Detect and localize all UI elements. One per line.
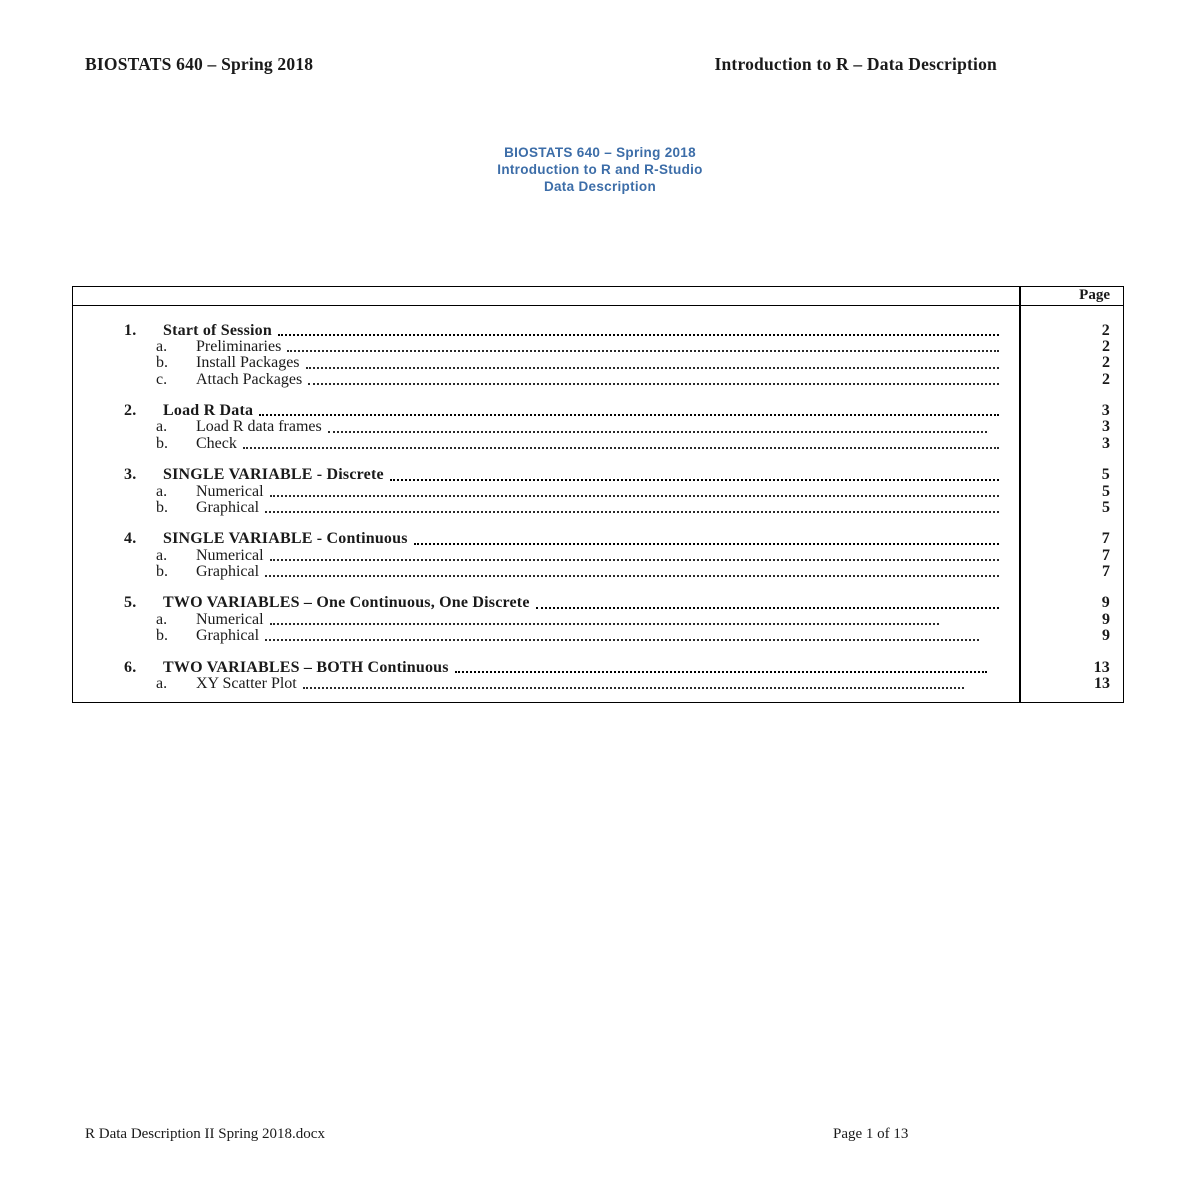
item-label: Numerical xyxy=(196,482,264,500)
section-title: Load R Data xyxy=(163,402,254,420)
dot-leader xyxy=(265,500,999,516)
item-label: XY Scatter Plot xyxy=(196,674,297,692)
dot-leader xyxy=(390,467,999,483)
toc-body xyxy=(73,306,1123,692)
toc-section-row xyxy=(73,403,1123,419)
item-letter: a. xyxy=(156,338,168,356)
section-spacer xyxy=(73,452,1123,468)
page-number: 7 xyxy=(1102,546,1110,564)
item-letter: a. xyxy=(156,482,168,500)
document-title-block xyxy=(0,145,1200,195)
toc-item-row xyxy=(73,355,1123,371)
page-number: 5 xyxy=(1101,466,1110,484)
toc-section-row xyxy=(73,595,1123,611)
item-label: Load R data frames xyxy=(196,418,322,436)
toc-section-row xyxy=(73,323,1123,339)
page-number: 2 xyxy=(1102,370,1110,388)
page-number: 3 xyxy=(1102,434,1110,452)
dot-leader xyxy=(308,372,999,388)
page-number: 9 xyxy=(1102,626,1110,644)
page-number: 7 xyxy=(1102,562,1110,580)
toc-header-row xyxy=(73,287,1123,306)
item-letter: a. xyxy=(156,546,168,564)
toc-item-row xyxy=(73,372,1123,388)
section-spacer xyxy=(73,580,1123,596)
doc-title-line-3: Data Description xyxy=(543,178,657,194)
section-spacer xyxy=(73,516,1123,532)
toc-section-row xyxy=(73,467,1123,483)
running-header xyxy=(85,54,997,75)
page-number: 2 xyxy=(1102,354,1110,372)
dot-leader xyxy=(306,355,999,371)
page-number: 7 xyxy=(1101,530,1110,548)
header-right-text: Introduction to R – Data Description xyxy=(714,54,997,74)
section-number: 4. xyxy=(124,530,137,548)
footer-page-indicator: Page 1 of 13 xyxy=(833,1126,909,1142)
dot-leader xyxy=(328,419,987,435)
page-number: 3 xyxy=(1102,418,1110,436)
dot-leader xyxy=(278,323,999,339)
dot-leader xyxy=(303,676,964,692)
item-letter: a. xyxy=(156,418,168,436)
item-label: Install Packages xyxy=(196,354,300,372)
item-letter: b. xyxy=(156,498,168,516)
toc-item-row xyxy=(73,628,1123,644)
doc-title-line-1: BIOSTATS 640 – Spring 2018 xyxy=(504,145,696,160)
item-letter: b. xyxy=(156,434,168,452)
section-title: TWO VARIABLES – One Continuous, One Discrete xyxy=(163,594,530,612)
item-label: Numerical xyxy=(196,546,264,564)
doc-title-line-2: Introduction to R and R-Studio xyxy=(497,161,703,177)
item-letter: b. xyxy=(156,562,168,580)
dot-leader xyxy=(270,548,999,564)
page-number: 2 xyxy=(1101,322,1110,339)
toc-item-row xyxy=(73,564,1123,580)
toc-item-row xyxy=(73,339,1123,355)
section-title: SINGLE VARIABLE - Discrete xyxy=(163,466,384,484)
dot-leader xyxy=(414,531,999,547)
dot-leader xyxy=(265,628,979,644)
dot-leader xyxy=(259,403,999,419)
item-letter: a. xyxy=(156,610,168,628)
toc-section-row xyxy=(73,660,1123,676)
section-number: 2. xyxy=(124,402,137,420)
item-letter: c. xyxy=(156,370,168,388)
toc-item-row xyxy=(73,548,1123,564)
page-number: 13 xyxy=(1094,674,1110,692)
section-number: 5. xyxy=(124,594,137,612)
page-number: 5 xyxy=(1102,482,1110,500)
item-label: Graphical xyxy=(196,498,260,516)
section-spacer xyxy=(73,388,1123,404)
dot-leader xyxy=(265,564,999,580)
section-spacer xyxy=(73,644,1123,660)
item-label: Preliminaries xyxy=(196,338,282,356)
toc-item-row xyxy=(73,676,1123,692)
item-label: Graphical xyxy=(196,626,260,644)
header-left-text: BIOSTATS 640 – Spring 2018 xyxy=(85,54,314,74)
dot-leader xyxy=(270,612,939,628)
section-number: 6. xyxy=(124,658,137,676)
page-number: 13 xyxy=(1093,658,1110,676)
toc-table xyxy=(72,286,1124,703)
section-number: 1. xyxy=(124,322,137,339)
dot-leader xyxy=(243,436,999,452)
dot-leader xyxy=(287,339,999,355)
toc-item-row xyxy=(73,484,1123,500)
toc-item-row xyxy=(73,500,1123,516)
toc-item-row xyxy=(73,436,1123,452)
item-letter: a. xyxy=(156,674,168,692)
section-title: TWO VARIABLES – BOTH Continuous xyxy=(163,658,449,676)
footer-filename: R Data Description II Spring 2018.docx xyxy=(85,1126,325,1142)
page-number: 5 xyxy=(1102,498,1110,516)
page-number: 9 xyxy=(1102,610,1110,628)
toc-page-col-header: Page xyxy=(1079,287,1110,303)
section-number: 3. xyxy=(124,466,137,484)
section-title: Start of Session xyxy=(163,322,272,339)
item-label: Check xyxy=(196,434,237,452)
dot-leader xyxy=(270,484,999,500)
toc-item-row xyxy=(73,612,1123,628)
item-label: Attach Packages xyxy=(196,370,303,388)
page-number: 9 xyxy=(1101,594,1110,612)
page-number: 2 xyxy=(1102,338,1110,356)
section-title: SINGLE VARIABLE - Continuous xyxy=(163,530,408,548)
item-label: Graphical xyxy=(196,562,260,580)
dot-leader xyxy=(536,595,999,611)
toc-item-row xyxy=(73,419,1123,435)
item-letter: b. xyxy=(156,626,168,644)
item-letter: b. xyxy=(156,354,168,372)
toc-section-row xyxy=(73,531,1123,547)
dot-leader xyxy=(455,660,987,676)
item-label: Numerical xyxy=(196,610,264,628)
page-number: 3 xyxy=(1101,402,1110,420)
